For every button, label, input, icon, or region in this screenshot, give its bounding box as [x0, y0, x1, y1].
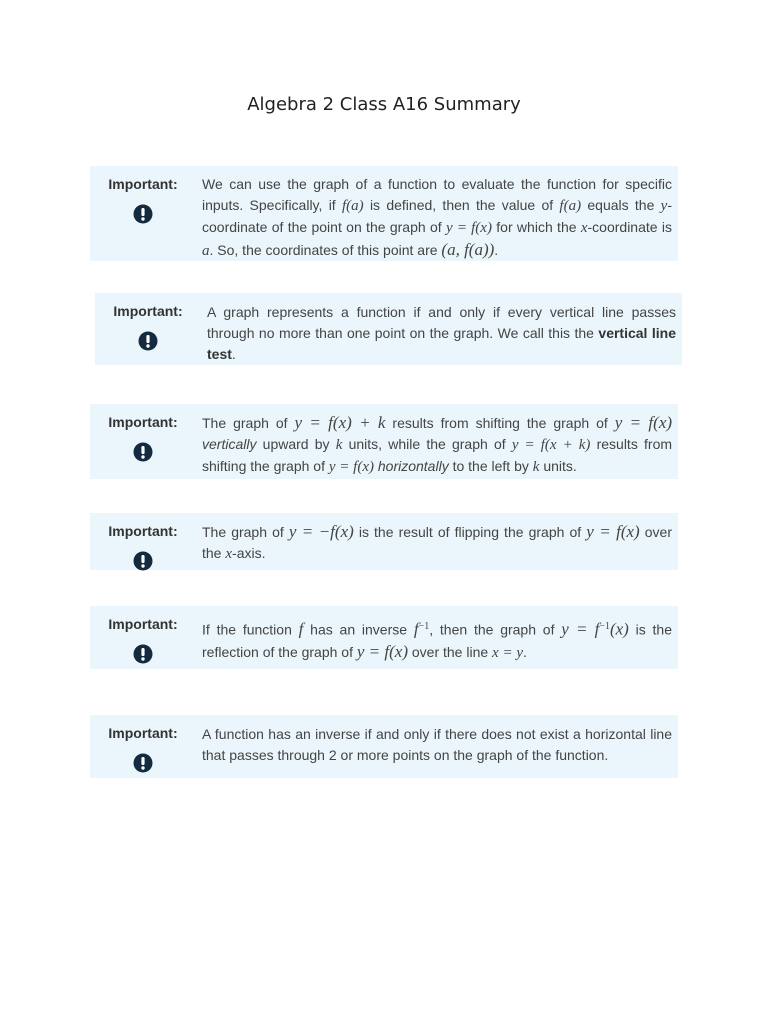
- callout-text-segment: The graph of: [202, 415, 295, 431]
- callout-text-segment: is the reflection of the graph of: [202, 621, 672, 660]
- important-label: Important:: [108, 414, 178, 430]
- important-callout: [90, 606, 678, 669]
- callout-text-segment: The graph of: [202, 524, 289, 540]
- important-callout: [90, 404, 678, 479]
- callout-text-segment: for which the: [491, 219, 581, 235]
- vertical-line-test-term: vertical line test: [207, 325, 676, 362]
- math-expression: y = f(x) + k: [294, 413, 386, 432]
- callout-text-segment: If the function: [202, 621, 299, 638]
- callout-text-segment: .: [231, 346, 236, 362]
- math-expression: y = f(x): [586, 522, 640, 541]
- callout-text-segment: is defined, then the value of: [363, 197, 560, 213]
- callout-text-segment: over the line: [407, 643, 493, 660]
- math-expression: y = f(x): [356, 641, 408, 661]
- math-expression: y = f(x): [328, 459, 374, 475]
- callout-text: [202, 412, 672, 478]
- math-expression: y = f(x): [445, 220, 492, 236]
- math-expression: y = f: [561, 619, 600, 639]
- math-expression: x: [580, 220, 588, 236]
- callout-text-segment: , then the graph of: [429, 621, 562, 638]
- page-title: Algebra 2 Class A16 Summary: [247, 94, 521, 115]
- callout-text-segment: .: [494, 242, 499, 258]
- math-expression: y = −f(x): [288, 522, 354, 541]
- math-expression: k: [335, 437, 343, 453]
- important-callout: [90, 513, 678, 570]
- important-callout: [95, 293, 682, 365]
- callout-text-segment: has an inverse: [303, 621, 414, 638]
- callout-text-segment: units, while the graph of: [342, 436, 512, 452]
- important-label: Important:: [108, 725, 178, 741]
- callout-text-segment: results from shifting the graph of: [385, 415, 615, 431]
- exclamation-circle-icon: [133, 644, 153, 664]
- math-expression: y = f(x + k): [511, 437, 591, 453]
- callout-text-segment: -coordinate is: [587, 219, 672, 235]
- important-label: Important:: [108, 523, 178, 539]
- callout-text: [202, 521, 672, 565]
- important-label: Important:: [113, 303, 183, 319]
- emphasis-text: vertically: [202, 436, 257, 452]
- callout-text-segment: We can use the graph of a function to evaluate the function for specific inputs. Specifically, if: [202, 176, 672, 213]
- callout-label-column: [90, 513, 196, 576]
- callout-text-segment: -coordinate of the point on the graph of: [202, 197, 673, 235]
- callout-text-segment: upward by: [256, 436, 336, 452]
- callout-label-column: [90, 715, 196, 778]
- callout-label-column: [90, 404, 196, 467]
- callout-text: [207, 302, 676, 365]
- exclamation-circle-icon: [133, 551, 153, 571]
- math-expression: y: [660, 198, 668, 214]
- callout-text-segment: units.: [539, 458, 577, 474]
- math-expression: f: [298, 619, 304, 639]
- math-expression: f(a): [341, 198, 364, 214]
- callout-text-segment: results from shifting the graph of: [202, 436, 673, 474]
- math-expression: k: [532, 459, 540, 475]
- callout-label-column: [90, 166, 196, 229]
- math-expression: a: [202, 243, 210, 259]
- callout-label-column: [90, 606, 196, 669]
- exclamation-circle-icon: [133, 442, 153, 462]
- callout-text: [202, 174, 672, 262]
- math-expression: x = y: [492, 644, 523, 661]
- callout-text-segment: A function has an inverse if and only if there does not exist a horizontal line that passes through 2 or more points on the graph of the function.: [202, 726, 672, 763]
- math-expression: (a, f(a)): [441, 240, 495, 259]
- math-superscript: −1: [418, 621, 430, 632]
- math-expression: x: [225, 546, 233, 562]
- important-label: Important:: [108, 616, 178, 632]
- callout-text-segment: .: [522, 643, 527, 660]
- callout-text: [202, 724, 672, 766]
- math-expression: f(a): [559, 198, 582, 214]
- callout-text: [202, 616, 672, 664]
- important-callout: [90, 166, 678, 261]
- callout-label-column: [95, 293, 201, 356]
- math-superscript: −1: [599, 621, 610, 632]
- exclamation-circle-icon: [133, 204, 153, 224]
- callout-text-segment: over the: [202, 524, 673, 561]
- callout-text-segment: is the result of flipping the graph of: [353, 524, 587, 540]
- important-label: Important:: [108, 176, 178, 192]
- math-expression: (x): [609, 619, 629, 639]
- exclamation-circle-icon: [138, 331, 158, 351]
- important-callout: [90, 715, 678, 778]
- callout-text-segment: . So, the coordinates of this point are: [209, 242, 442, 258]
- math-expression: y = f(x): [614, 413, 673, 432]
- math-expression: f: [413, 619, 419, 639]
- exclamation-circle-icon: [133, 753, 153, 773]
- callout-text-segment: to the left by: [448, 458, 533, 474]
- callout-text-segment: A graph represents a function if and only if every vertical line passes through no more than one point on the graph. We call this the: [207, 304, 676, 341]
- callout-text-segment: equals the: [581, 197, 661, 213]
- callout-text-segment: -axis.: [232, 545, 266, 561]
- emphasis-text: horizontally: [377, 458, 449, 474]
